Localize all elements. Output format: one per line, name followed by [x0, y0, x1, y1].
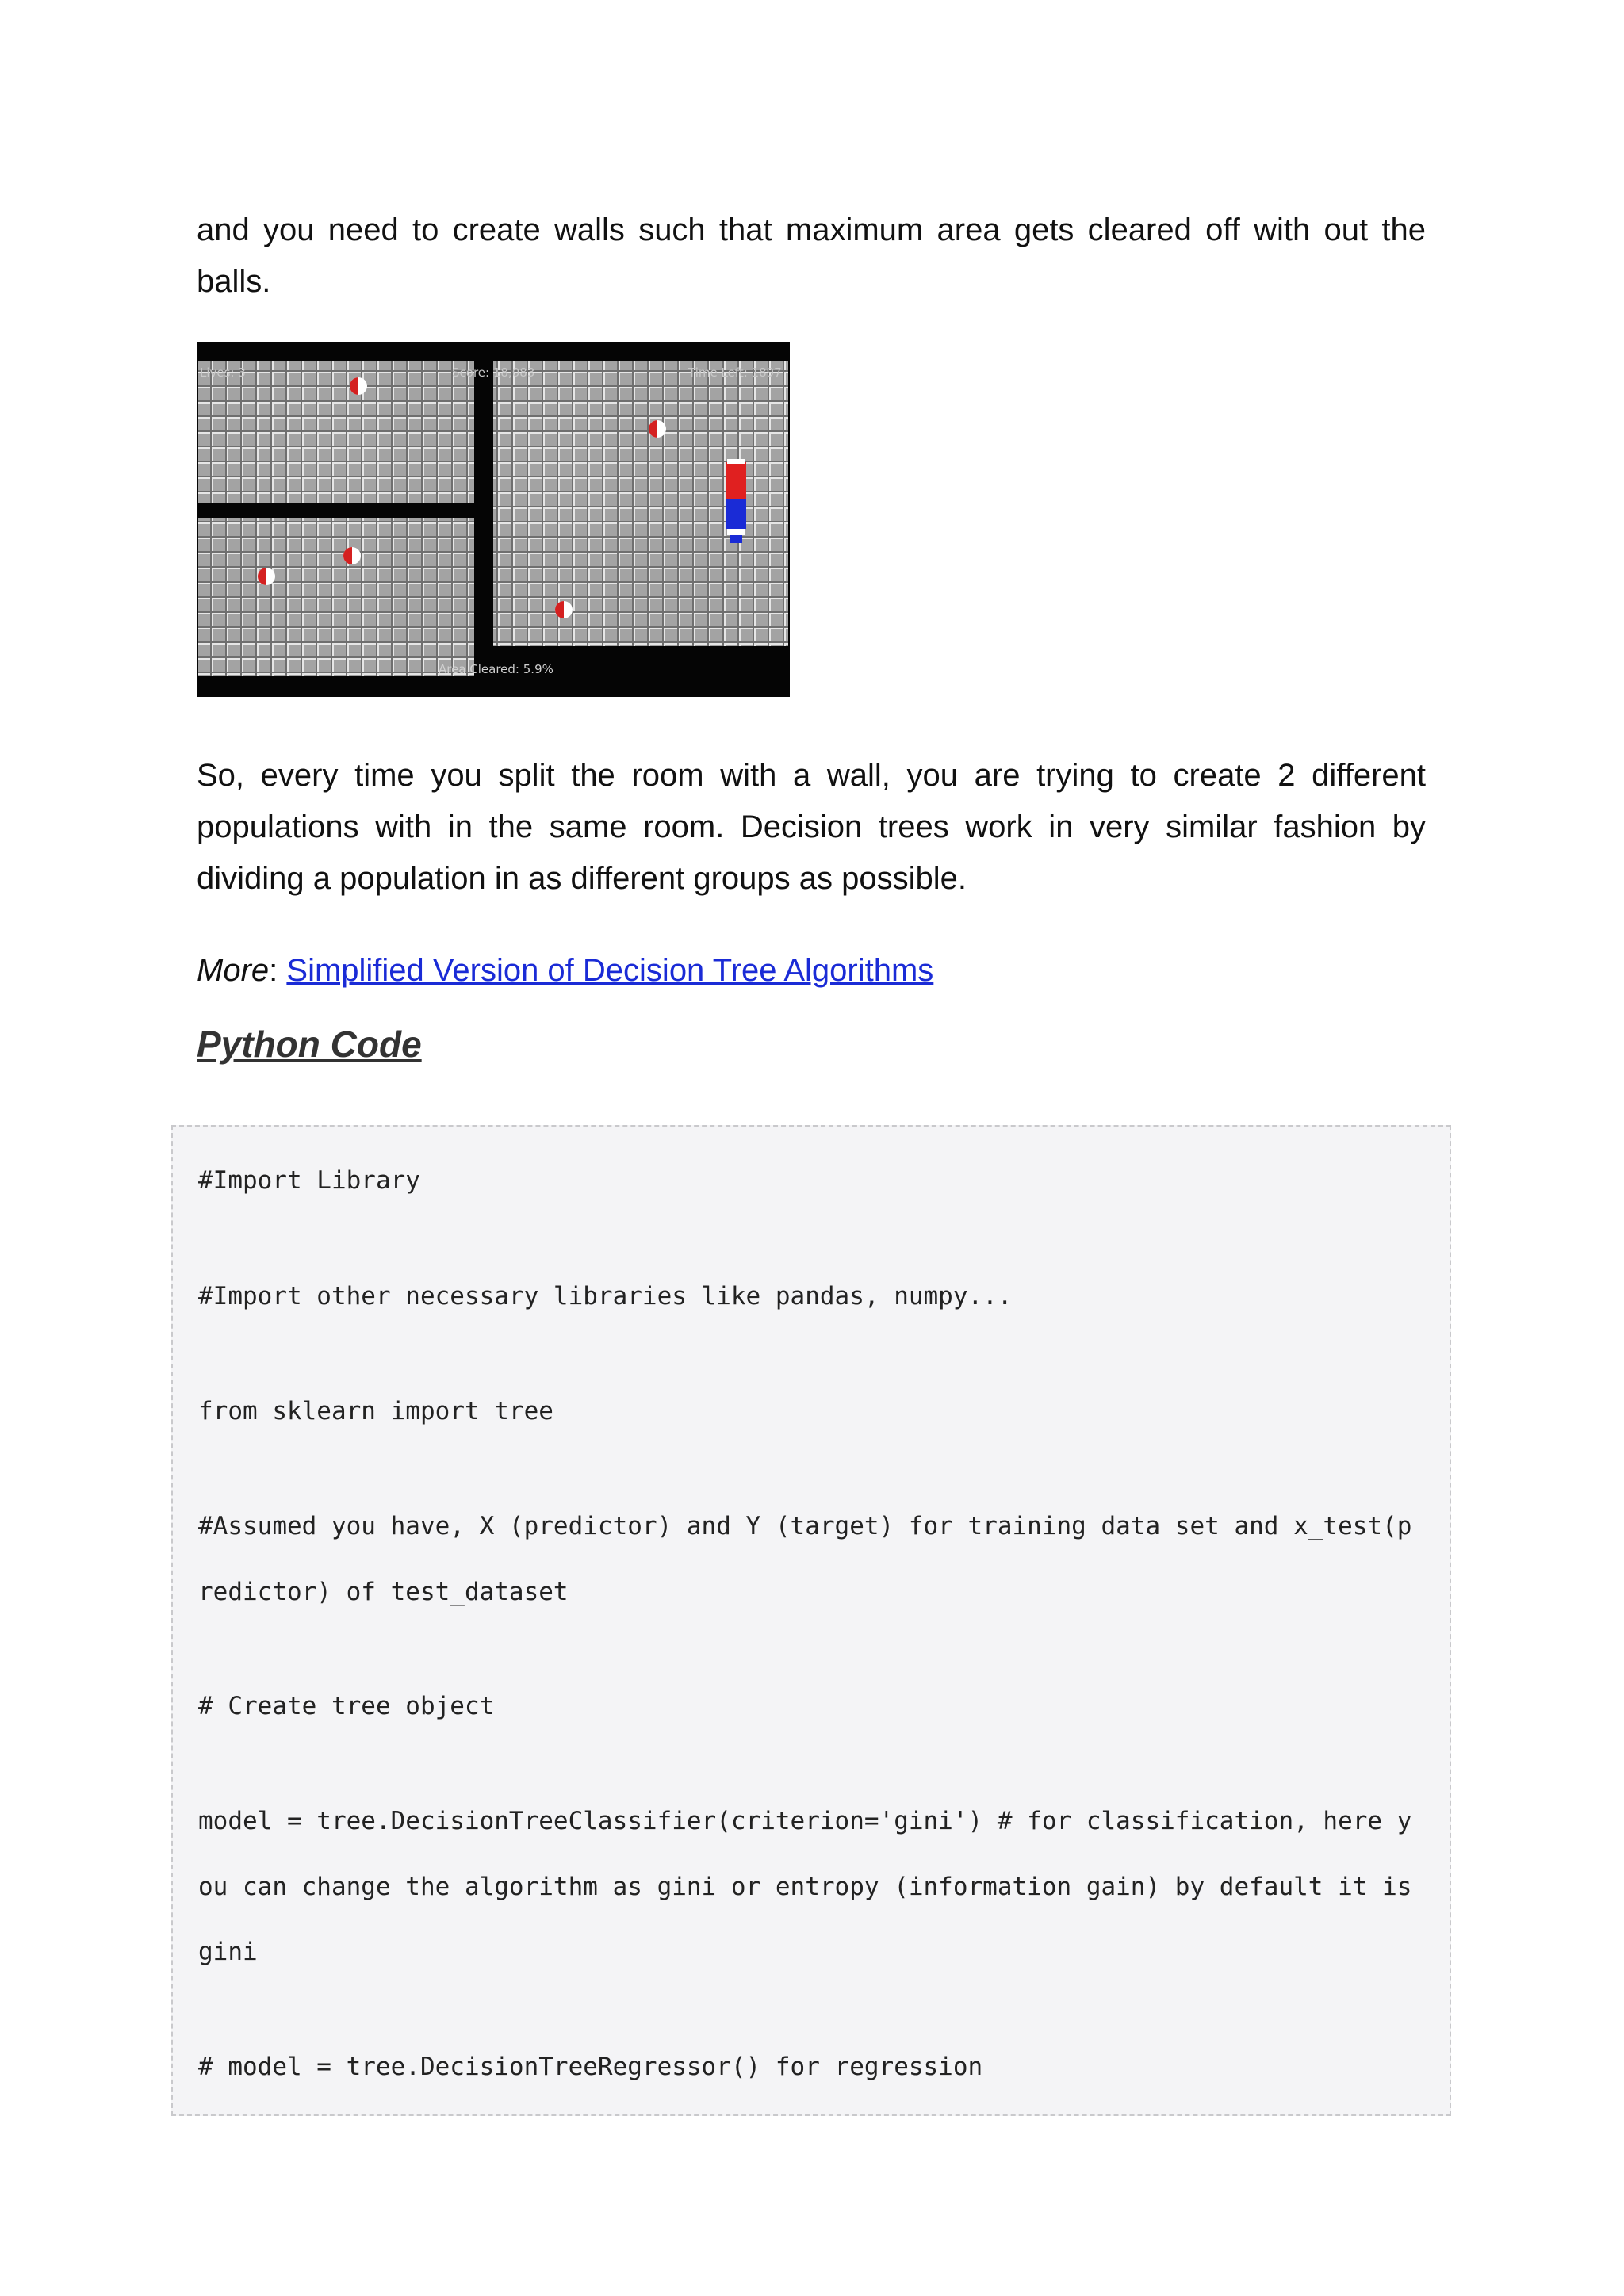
code-line: # Create tree object	[198, 1692, 495, 1720]
code-line: #Import Library	[198, 1166, 420, 1195]
time-left-label: Time Left: 1897	[688, 365, 782, 380]
intro-paragraph: and you need to create walls such that maximum area gets cleared off with out the balls.	[197, 212, 1426, 299]
vertical-wall	[474, 361, 493, 678]
code-line: gini	[198, 1938, 258, 1966]
code-line: redictor) of test_dataset	[198, 1578, 569, 1606]
section-title: Python Code	[197, 1024, 422, 1065]
more-colon: :	[269, 953, 278, 988]
area-cleared-label: Area Cleared: 5.9%	[439, 662, 553, 676]
code-line: #Import other necessary libraries like pandas, numpy...	[198, 1282, 1013, 1311]
code-block	[171, 1125, 1451, 2116]
code-line: ou can change the algorithm as gini or entropy (information gain) by default it is	[198, 1873, 1412, 1901]
ball	[258, 568, 275, 585]
code-line: model = tree.DecisionTreeClassifier(criterion='gini') # for classification, here y	[198, 1807, 1412, 1835]
jezzball-game-image	[197, 342, 790, 697]
score-label: Score: 18,083	[452, 365, 535, 380]
lives-label: Lives: 3	[200, 365, 246, 380]
ball	[649, 420, 666, 438]
more-line	[197, 945, 933, 997]
more-label: More	[197, 953, 270, 988]
code-line: from sklearn import tree	[198, 1397, 553, 1425]
ball	[350, 377, 367, 395]
code-line: #Assumed you have, X (predictor) and Y (target) for training data set and x_test(p	[198, 1512, 1412, 1540]
explanation-paragraph: So, every time you split the room with a wall, you are trying to create 2 different populations with in the same room. Decision trees work in very similar fashion by dividing a population in as different groups as possible.	[197, 758, 1426, 896]
ball	[343, 547, 361, 564]
code-line: # model = tree.DecisionTreeRegressor() for regression	[198, 2053, 983, 2081]
decision-tree-link[interactable]: Simplified Version of Decision Tree Algorithms	[286, 953, 934, 988]
growing-wall-cursor	[726, 459, 746, 543]
horizontal-wall	[197, 503, 474, 518]
ball	[555, 601, 573, 618]
